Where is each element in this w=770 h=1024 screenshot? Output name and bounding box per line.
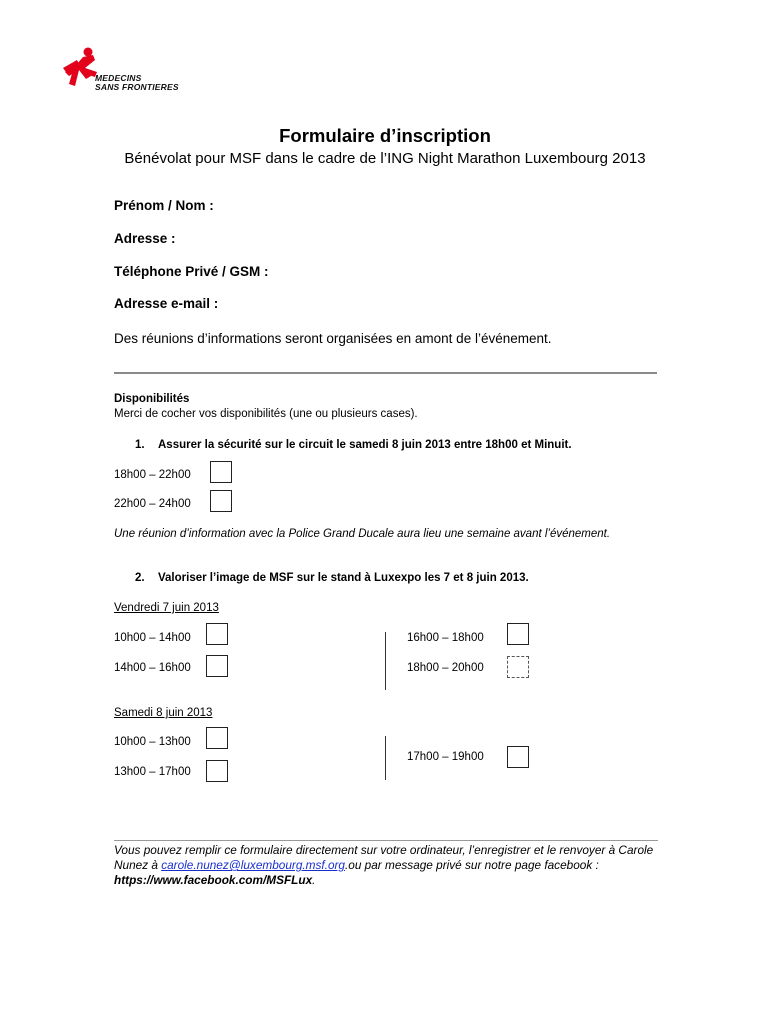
footer-note	[114, 843, 659, 888]
day1-column-separator	[385, 632, 386, 690]
day1-left-slot-1-label: 10h00 – 14h00	[114, 632, 191, 644]
footer-text-1: Vous pouvez remplir ce formulaire directement sur votre ordinateur, l’enregistrer et le renvoyer à Carole Nunez à	[114, 843, 654, 872]
day2-left-slot-1-checkbox[interactable]	[206, 727, 228, 749]
footer-text-3: .	[312, 873, 316, 887]
section1-number: 1.	[135, 439, 145, 451]
day1-left-slot-1-checkbox[interactable]	[206, 623, 228, 645]
msf-logo-text	[95, 74, 179, 92]
form-title: Formulaire d’inscription	[279, 125, 491, 146]
logo-line-1: MEDECINS	[95, 73, 142, 83]
day2-column-separator	[385, 736, 386, 780]
day2-right-slot-1-checkbox[interactable]	[507, 746, 529, 768]
footer-rule	[114, 840, 658, 841]
section-divider	[114, 372, 657, 374]
day1-left-slot-2-checkbox[interactable]	[206, 655, 228, 677]
day2-left-slot-2-checkbox[interactable]	[206, 760, 228, 782]
facebook-link[interactable]: https://www.facebook.com/MSFLux	[114, 873, 313, 887]
day1-left-slot-2-label: 14h00 – 16h00	[114, 662, 191, 674]
s1-slot-1-label: 18h00 – 22h00	[114, 469, 191, 481]
email-field-label: Adresse e-mail :	[114, 296, 219, 311]
day1-right-slot-1-label: 16h00 – 18h00	[407, 632, 484, 644]
day2-left-slot-1-label: 10h00 – 13h00	[114, 736, 191, 748]
section1-note: Une réunion d’information avec la Police Grand Ducale aura lieu une semaine avant l’événement.	[114, 528, 611, 540]
day1-label: Vendredi 7 juin 2013	[114, 602, 219, 614]
day2-left-slot-2-label: 13h00 – 17h00	[114, 766, 191, 778]
name-field-label: Prénom / Nom :	[114, 198, 214, 213]
phone-field-label: Téléphone Privé / GSM :	[114, 264, 269, 279]
s1-slot-1-checkbox[interactable]	[210, 461, 232, 483]
section2-number: 2.	[135, 572, 145, 584]
availability-heading: Disponibilités	[114, 393, 190, 405]
day1-right-slot-2-checkbox[interactable]	[507, 656, 529, 678]
footer-text-2: .ou par message privé sur notre page facebook :	[345, 858, 599, 872]
day2-right-slot-1-label: 17h00 – 19h00	[407, 751, 484, 763]
section2-title: Valoriser l’image de MSF sur le stand à Luxexpo les 7 et 8 juin 2013.	[158, 572, 529, 584]
contact-email-link[interactable]: carole.nunez@luxembourg.msf.org	[161, 858, 345, 872]
s1-slot-2-label: 22h00 – 24h00	[114, 498, 191, 510]
section1-title: Assurer la sécurité sur le circuit le samedi 8 juin 2013 entre 18h00 et Minuit.	[158, 439, 572, 451]
s1-slot-2-checkbox[interactable]	[210, 490, 232, 512]
day1-right-slot-1-checkbox[interactable]	[507, 623, 529, 645]
info-note: Des réunions d’informations seront organisées en amont de l’événement.	[114, 331, 552, 346]
day2-label: Samedi 8 juin 2013	[114, 707, 213, 719]
availability-instruction: Merci de cocher vos disponibilités (une ou plusieurs cases).	[114, 408, 418, 420]
logo-line-2: SANS FRONTIERES	[95, 82, 179, 92]
address-field-label: Adresse :	[114, 231, 176, 246]
form-subtitle: Bénévolat pour MSF dans le cadre de l’ING Night Marathon Luxembourg 2013	[124, 150, 646, 167]
day1-right-slot-2-label: 18h00 – 20h00	[407, 662, 484, 674]
